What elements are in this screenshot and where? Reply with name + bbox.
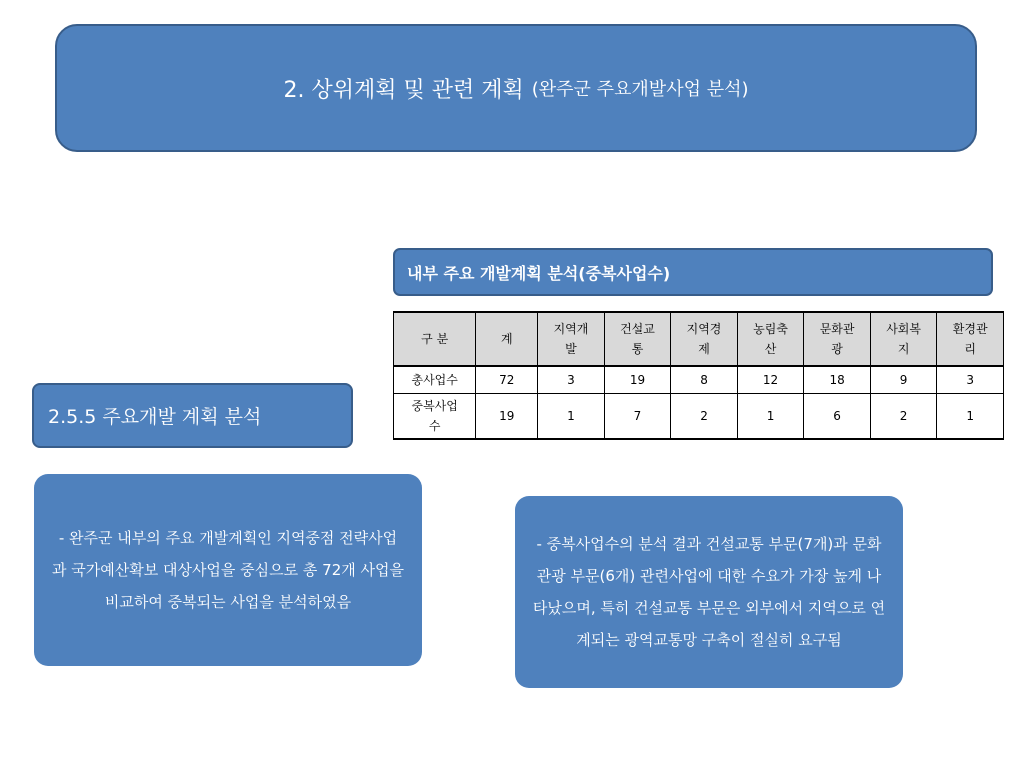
table-row bbox=[394, 394, 1004, 440]
column-header bbox=[604, 312, 671, 366]
column-header-label: 환경관리 bbox=[952, 322, 988, 356]
slide-title: 2. 상위계획 및 관련 계획 bbox=[283, 77, 524, 103]
table-cell: 72 bbox=[476, 366, 538, 394]
row-label bbox=[394, 394, 476, 440]
table-caption: 내부 주요 개발계획 분석(중복사업수) bbox=[407, 263, 671, 283]
section-heading-box bbox=[32, 383, 353, 448]
column-header: 계 bbox=[476, 312, 538, 366]
table-cell: 18 bbox=[804, 366, 871, 394]
right-description-box bbox=[515, 496, 903, 688]
table-cell: 9 bbox=[870, 366, 937, 394]
column-header bbox=[937, 312, 1004, 366]
column-header-label: 사회복지 bbox=[886, 322, 921, 356]
table-cell: 8 bbox=[671, 366, 738, 394]
project-count-table bbox=[393, 311, 1004, 440]
column-header bbox=[538, 312, 605, 366]
column-header bbox=[671, 312, 738, 366]
table-cell: 3 bbox=[538, 366, 605, 394]
column-header-label: 지역경제 bbox=[686, 322, 722, 356]
slide-title-banner bbox=[55, 24, 977, 152]
table-cell: 1 bbox=[737, 394, 804, 440]
table-cell: 19 bbox=[476, 394, 538, 440]
table-cell: 1 bbox=[538, 394, 605, 440]
table-cell: 3 bbox=[937, 366, 1004, 394]
column-header-label: 문화관광 bbox=[819, 322, 855, 356]
column-header bbox=[804, 312, 871, 366]
left-description-text: - 완주군 내부의 주요 개발계획인 지역중점 전략사업과 국가예산확보 대상사업을 중심으로 총 72개 사업을 비교하여 중복되는 사업을 분석하였음 bbox=[52, 529, 404, 611]
left-description-box bbox=[34, 474, 422, 666]
table-header-row bbox=[394, 312, 1004, 366]
row-label-text: 중복사업수 bbox=[411, 399, 458, 433]
row-label: 총사업수 bbox=[394, 366, 476, 394]
table-caption-banner bbox=[393, 248, 993, 296]
table-cell: 7 bbox=[604, 394, 671, 440]
column-header-label: 지역개발 bbox=[553, 322, 589, 356]
column-header-label: 건설교통 bbox=[620, 322, 655, 356]
section-heading: 2.5.5 주요개발 계획 분석 bbox=[48, 406, 262, 428]
table-cell: 6 bbox=[804, 394, 871, 440]
table-cell: 1 bbox=[937, 394, 1004, 440]
column-header: 구 분 bbox=[394, 312, 476, 366]
slide-subtitle: (완주군 주요개발사업 분석) bbox=[531, 79, 749, 100]
column-header bbox=[870, 312, 937, 366]
column-header-label: 농림축산 bbox=[753, 322, 788, 356]
table-cell: 2 bbox=[671, 394, 738, 440]
table-cell: 2 bbox=[870, 394, 937, 440]
table-cell: 19 bbox=[604, 366, 671, 394]
column-header bbox=[737, 312, 804, 366]
right-description-text: - 중복사업수의 분석 결과 건설교통 부문(7개)과 문화관광 부문(6개) 관련사업에 대한 수요가 가장 높게 나타났으며, 특히 건설교통 부문은 외부에서 지역으로 연계되는 광역교통망 구축이 절실히 요구됨 bbox=[532, 535, 886, 649]
table-row bbox=[394, 366, 1004, 394]
table-cell: 12 bbox=[737, 366, 804, 394]
